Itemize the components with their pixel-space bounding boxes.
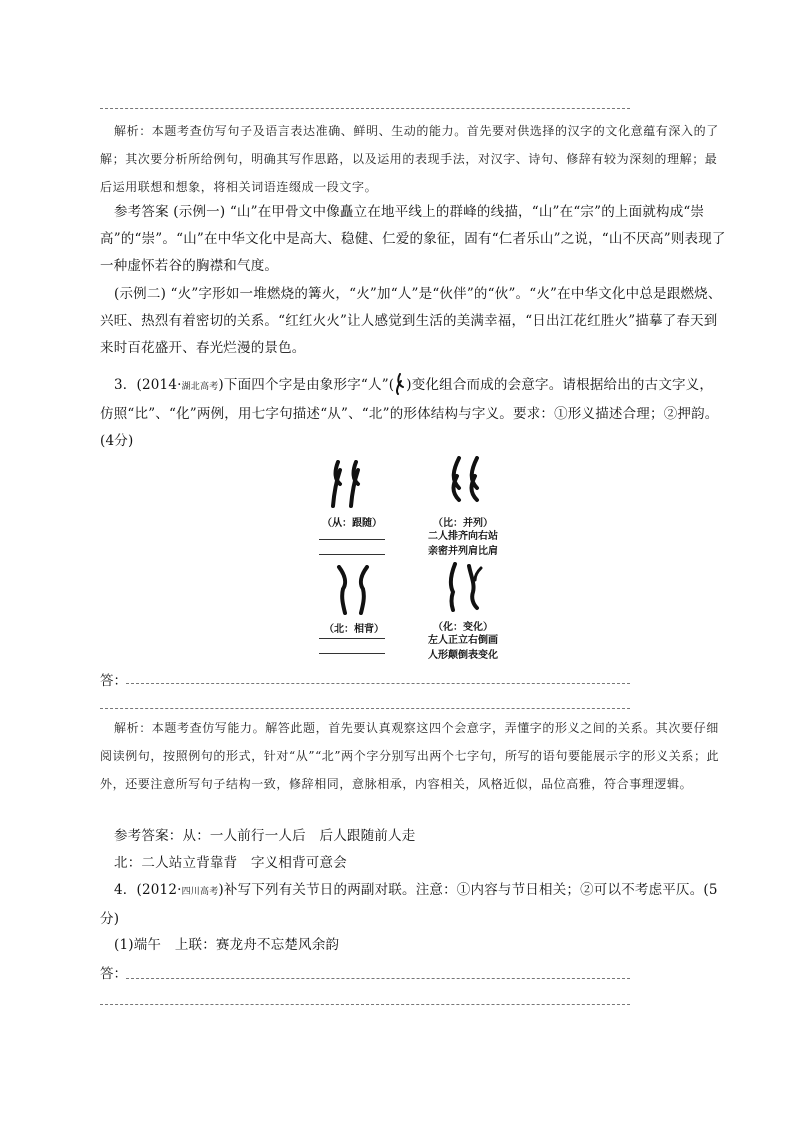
q4-text: )补写下列有关节日的两副对联。注意：①内容与节日相关；②可以不考虑平仄。(5分)	[100, 882, 718, 927]
answer-line[interactable]	[100, 708, 630, 709]
figure-example-bi-2: 亲密并列肩比肩	[428, 546, 498, 557]
q3-answer-input[interactable]	[126, 683, 630, 684]
q3-text-a: )下面四个字是由象形字“人”(	[218, 377, 395, 393]
q4-answer-input[interactable]	[126, 978, 630, 979]
q3-answer-2: 北：二人站立背靠背 字义相背可意会	[114, 855, 347, 871]
q4-answer-label: 答：	[100, 966, 127, 982]
q4-prompt	[100, 877, 726, 933]
ren-glyph-icon	[394, 373, 406, 395]
q4-item-1: (1)端午 上联：赛龙舟不忘楚风余韵	[114, 937, 340, 953]
bi-glyph-icon	[445, 456, 485, 504]
blank-line	[319, 653, 385, 654]
figure-caption-hua: （化：变化）	[433, 622, 493, 633]
hua-glyph-icon	[445, 562, 485, 612]
answer-line	[100, 108, 630, 109]
figure-example-bi-1: 二人排齐向右站	[428, 531, 498, 542]
q2-answer-1: 参考答案 (示例一) “山”在甲骨文中像矗立在地平线上的群峰的线描，“山”在“宗”的上面就构成“崇高”的“崇”。“山”在中华文化中是高大、稳健、仁爱的象征，固有“仁者乐山”之说，“山不厌高”则表现了一种虚怀若谷的胸襟和气度。	[100, 204, 726, 274]
figure-caption-bi: （比：并列）	[433, 518, 493, 529]
figure-caption-cong: （从：跟随）	[322, 518, 382, 529]
q3-prompt	[100, 372, 726, 455]
q2-answer-2: (示例二) “火”字形如一堆燃烧的篝火，“火”加“人”是“伙伴”的“伙”。“火”在中华文化中总是跟燃烧、兴旺、热烈有着密切的关系。“红红火火”让人感觉到生活的美满幸福，“日出江花红胜火”描摹了春天到来时百花盛开、春光烂漫的景色。	[100, 286, 722, 356]
q4-source: 四川高考	[181, 887, 219, 897]
q3-analysis: 解析：本题考查仿写能力。解答此题，首先要认真观察这四个会意字，弄懂字的形义之间的关系。其次要仔细阅读例句，按照例句的形式，针对“从”“北”两个字分别写出两个七字句，所写的语句要能展示字的形义关系；此外，还要注意所写句子结构一致，修辞相同，意脉相承，内容相关，风格近似，品位高雅，符合事理逻辑。	[100, 721, 720, 791]
q3-answer-label: 答：	[100, 673, 127, 689]
cong-glyph-icon	[330, 460, 370, 508]
q4-number: 4．(2012·	[114, 882, 182, 898]
q2-analysis: 解析：本题考查仿写句子及语言表达准确、鲜明、生动的能力。首先要对供选择的汉字的文化意蕴有深入的了解；其次要分析所给例句，明确其写作思路，以及运用的表现手法，对汉字、诗句、修辞有较为深刻的理解；最后运用联想和想象，将相关词语连缀成一段文字。	[100, 124, 719, 194]
blank-line	[319, 539, 385, 540]
figure-caption-bei: （北：相背）	[324, 624, 384, 635]
answer-line[interactable]	[100, 1004, 630, 1005]
figure-example-hua-1: 左人正立右倒画	[428, 635, 498, 646]
q3-answer-1: 参考答案：从：一人前行一人后 后人跟随前人走	[114, 828, 416, 844]
blank-line	[319, 638, 385, 639]
q3-text-b: )变化组合而成的会意字。请根据给出的古文字义，仿照“比”、“化”两例，用七字句描述“从”、“北”的形体结构与字义。要求：①形义描述合理；②押韵。(4分)	[100, 377, 719, 449]
q3-source: 湖北高考	[181, 382, 219, 392]
q3-number: 3．(2014·	[114, 377, 182, 393]
blank-line	[319, 554, 385, 555]
figure-example-hua-2: 人形颠倒表变化	[428, 650, 498, 661]
bei-glyph-icon	[333, 565, 373, 615]
